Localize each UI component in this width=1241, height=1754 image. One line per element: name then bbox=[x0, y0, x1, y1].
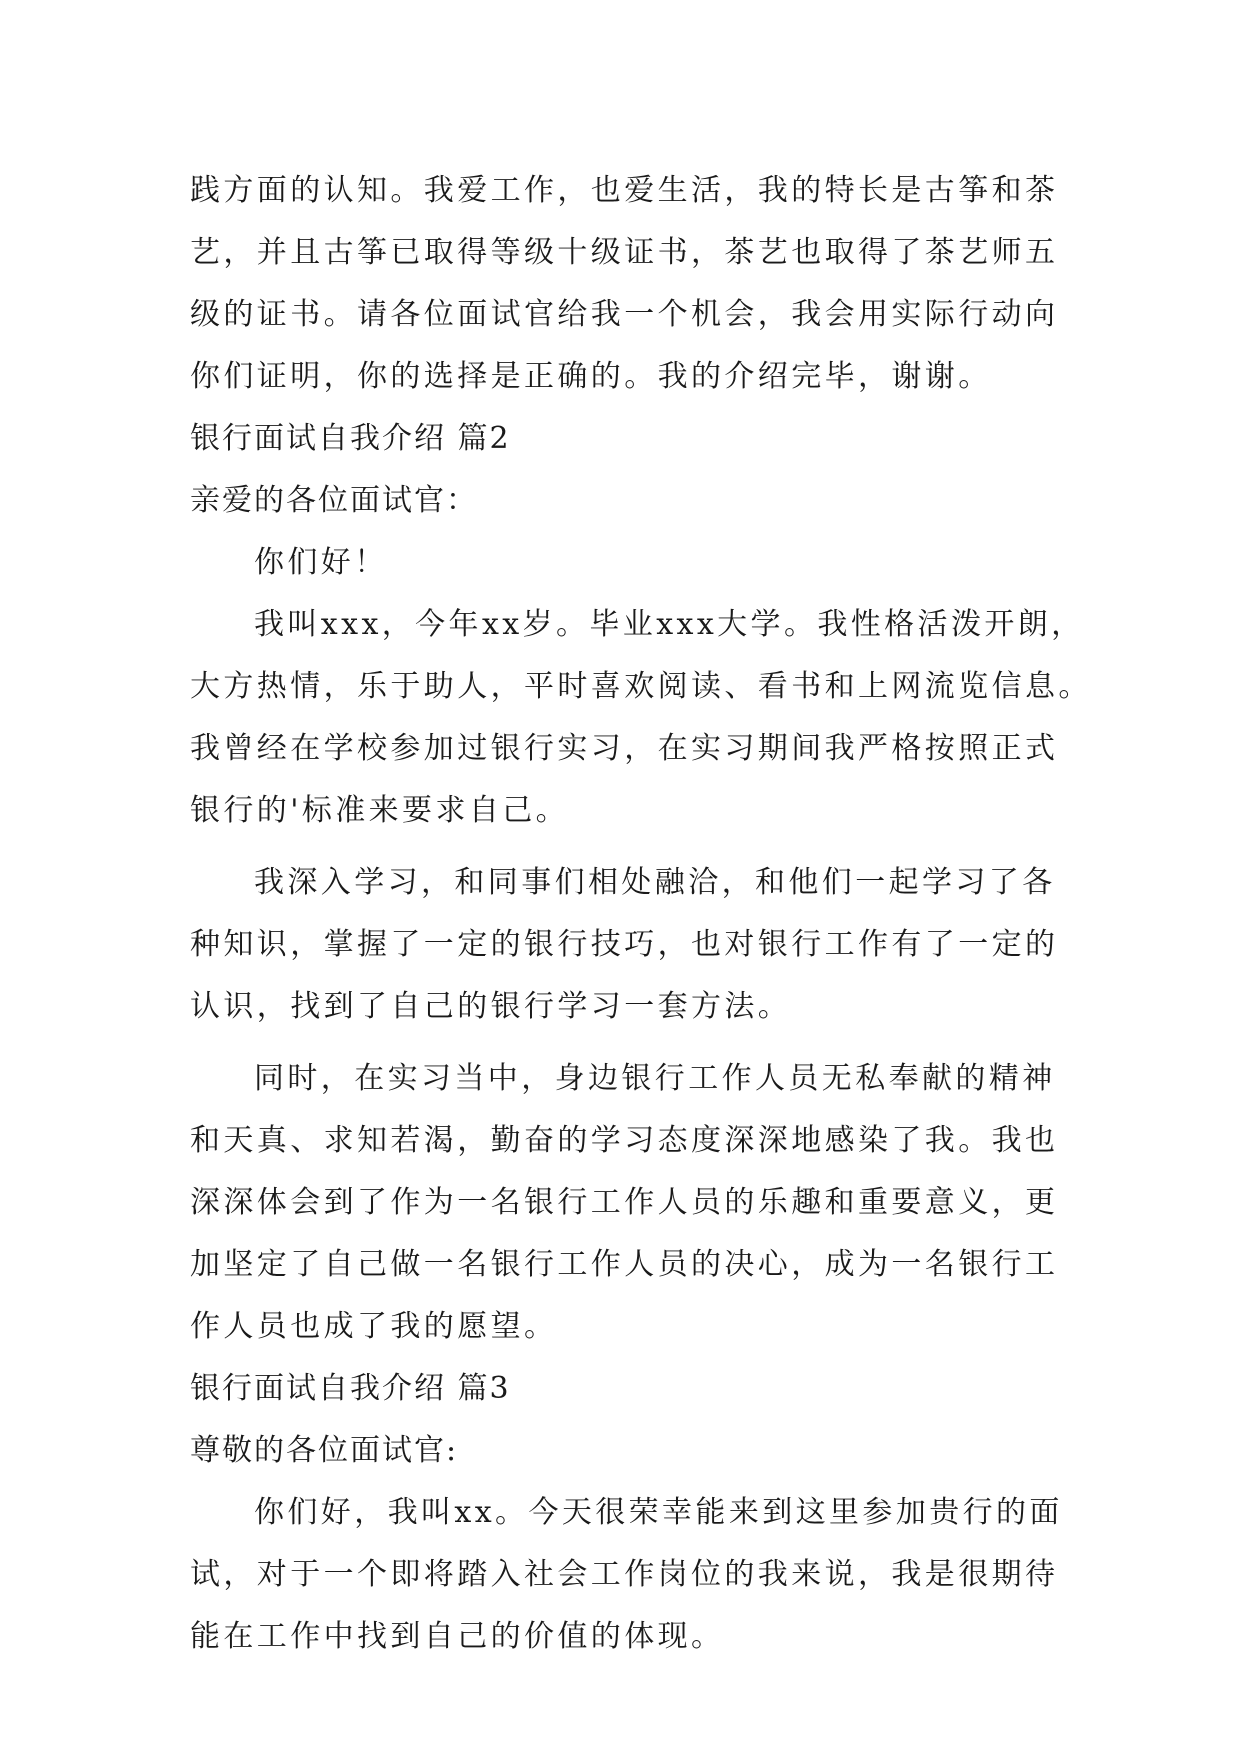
text-line: 和天真、求知若渴，勤奋的学习态度深深地感染了我。我也 bbox=[190, 1123, 1059, 1158]
text-line: 我曾经在学校参加过银行实习，在实习期间我严格按照正式 bbox=[190, 731, 1059, 766]
text-line: 银行的'标准来要求自己。 bbox=[190, 793, 570, 828]
section-heading-2: 银行面试自我介绍 篇2 bbox=[190, 421, 511, 456]
text-line: 大方热情，乐于助人，平时喜欢阅读、看书和上网流览信息。 bbox=[190, 669, 1092, 704]
section1-tail-paragraph bbox=[190, 160, 1059, 408]
greeting-2: 你们好！ bbox=[254, 545, 388, 580]
text-line: 试，对于一个即将踏入社会工作岗位的我来说，我是很期待 bbox=[190, 1557, 1059, 1592]
text-line: 同时，在实习当中，身边银行工作人员无私奉献的精神 bbox=[254, 1061, 1056, 1096]
text-line: 我叫xxx，今年xx岁。毕业xxx大学。我性格活泼开朗， bbox=[254, 607, 1085, 642]
text-line: 你们好，我叫xx。今天很荣幸能来到这里参加贵行的面 bbox=[254, 1495, 1063, 1530]
salutation-3: 尊敬的各位面试官: bbox=[190, 1433, 459, 1468]
paragraph-2a bbox=[190, 594, 1092, 842]
paragraph-3a bbox=[190, 1482, 1063, 1668]
text-line: 你们证明，你的选择是正确的。我的介绍完毕，谢谢。 bbox=[190, 359, 992, 394]
text-line: 作人员也成了我的愿望。 bbox=[190, 1309, 558, 1344]
document-body bbox=[190, 160, 1092, 1668]
text-line: 我深入学习，和同事们相处融洽，和他们一起学习了各 bbox=[254, 865, 1056, 900]
text-line: 认识，找到了自己的银行学习一套方法。 bbox=[190, 989, 792, 1024]
text-line: 种知识，掌握了一定的银行技巧，也对银行工作有了一定的 bbox=[190, 927, 1059, 962]
text-line: 践方面的认知。我爱工作，也爱生活，我的特长是古筝和茶 bbox=[190, 173, 1059, 208]
paragraph-2b bbox=[190, 852, 1059, 1038]
salutation-2: 亲爱的各位面试官： bbox=[190, 483, 478, 518]
text-line: 艺，并且古筝已取得等级十级证书，茶艺也取得了茶艺师五 bbox=[190, 235, 1059, 270]
text-line: 深深体会到了作为一名银行工作人员的乐趣和重要意义，更 bbox=[190, 1185, 1059, 1220]
section-heading-3: 银行面试自我介绍 篇3 bbox=[190, 1371, 511, 1406]
text-line: 能在工作中找到自己的价值的体现。 bbox=[190, 1619, 725, 1654]
text-line: 加坚定了自己做一名银行工作人员的决心，成为一名银行工 bbox=[190, 1247, 1059, 1282]
paragraph-2c bbox=[190, 1048, 1059, 1358]
text-line: 级的证书。请各位面试官给我一个机会，我会用实际行动向 bbox=[190, 297, 1059, 332]
